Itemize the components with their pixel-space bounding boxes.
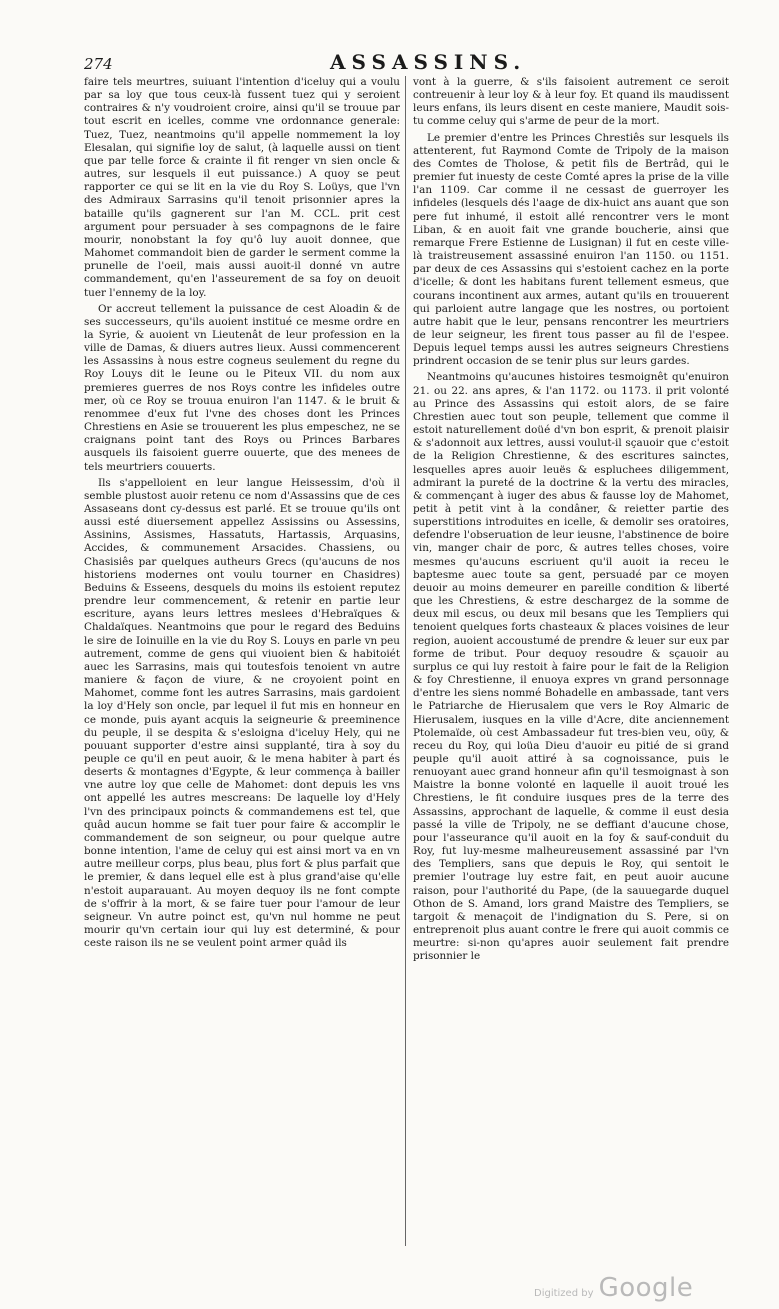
running-title: ASSASSINS.: [330, 50, 527, 74]
paragraph: faire tels meurtres, suiuant l'intention d'iceluy qui a voulu par sa loy que tous ceux-là fussent tuez qui y seroient contraires & n'y voudroient croire, ainsi qu'il se trouue par tout escrit en icelles, comme vne ordonnance generale: Tuez, Tuez, neantmoins qu'il appelle nommement la loy Elesalan, qui signifie loy de salut, (à laquelle aussi on tient que par telle force & crainte il fit renger vn sien oncle & autres, sur lesquels il eut puissance.) A quoy se peut rapporter ce qui se lit en la vie du Roy S. Loüys, que l'vn des Admiraux Sarrasins qu'il tenoit prisonnier apres la bataille qu'ils gagnerent sur l'an M. CCL. prit cest argument pour persuader à ses compagnons de le faire mourir, nonobstant la foy qu'ô luy auoit donnee, que Mahomet commandoit bien de garder le serment comme la prunelle de l'oeil, mais aussi auoit-il donné vn autre commandement, qu'en l'asseurement de sa foy on deuoit tuer l'ennemy de la loy.: [84, 76, 400, 299]
paragraph: vont à la guerre, & s'ils faisoient autrement ce seroit contreuenir à leur loy & à leur foy. Et quand ils maudissent leurs enfans, ils leurs disent en ceste maniere, Maudit sois-tu comme celuy qui s'arme de peur de la mort.: [413, 76, 729, 128]
page-number: 274: [84, 55, 113, 73]
watermark-brand: Google: [598, 1273, 694, 1303]
digitization-watermark: [534, 1273, 693, 1303]
paragraph: Le premier d'entre les Princes Chrestiês sur lesquels ils attenterent, fut Raymond Comte de Tripoly de la maison des Comtes de Tholose, & petit fils de Bertrâd, qui le premier fut inuesty de ceste Comté apres la prise de la ville l'an 1109. Car comme il ne cessast de guerroyer les infideles (lesquels dés l'aage de dix-huict ans auant que son pere fut inhumé, il estoit allé rencontrer vers le mont Liban, & en auoit fait vne grande boucherie, ainsi que remarque Frere Estienne de Lusignan) il fut en ceste ville-là traistreusement assassiné enuiron l'an 1150. ou 1151. par deux de ces Assassins qui s'estoient cachez en la porte d'icelle; & dont les habitans furent tellement esmeus, que courans incontinent aux armes, autant qu'ils en trouuerent qui parloient autre langage que les nostres, ou portoient autre habit que le leur, pensans rencontrer les meurtriers de leur seigneur, les firent tous passer au fil de l'espee. Depuis lequel temps aussi les autres seigneurs Chrestiens prindrent occasion de se tenir plus sur leurs gardes.: [413, 131, 729, 368]
column-divider: [405, 76, 406, 1246]
paragraph: Ils s'appelloient en leur langue Heissessim, d'où il semble plustost auoir retenu ce nom d'Assassins que de ces Assaseans dont cy-dessus est parlé. Et se trouue qu'ils ont aussi esté diuersement appellez Assissins ou Assessins, Assinins, Assismes, Hassatuts, Hartassis, Arquasins, Accides, & communement Arsacides. Chassiens, ou Chasisiês par quelques autheurs Grecs (qu'aucuns de nos historiens modernes ont voulu tourner en Chasidres) Beduins & Esseens, desquels du moins ils estoient reputez prendre leur commencement, & retenir en partie leur escriture, ayans leurs lettres meslees d'Hebraïques & Chaldaïques. Neantmoins que pour le regard des Beduins le sire de Ioinuille en la vie du Roy S. Louys en parle vn peu autrement, comme de gens qui viuoient bien & habitoiét auec les Sarrasins, mais qui toutesfois tenoient vn autre maniere & façon de viure, & ne croyoient point en Mahomet, comme font les autres Sarrasins, mais gardoient la loy d'Hely son oncle, par lequel il fut mis en honneur en ce monde, puis ayant acquis la seigneurie & preeminence du peuple, il se despita & s'esloigna d'iceluy Hely, qui ne pouuant supporter d'estre ainsi supplanté, tira à soy du peuple ce qu'il en peut auoir, & le mena habiter à part és deserts & montagnes d'Egypte, & leur commença à bailler vne autre loy que celle de Mahomet: dont depuis les vns ont appellé les autres mescreans: De laquelle loy d'Hely l'vn des principaux poincts & commandemens est tel, que quâd aucun homme se fait tuer pour faire & accomplir le commandement de son seigneur, ou pour quelque autre bonne intention, l'ame de celuy qui est ainsi mort va en vn autre meilleur corps, plus beau, plus fort & plus parfait que le premier, & dans lequel elle est à plus grand'aise qu'elle n'estoit auparauant. Au moyen dequoy ils ne font compte de s'offrir à la mort, & se faire tuer pour l'amour de leur seigneur. Vn autre poinct est, qu'vn nul homme ne peut mourir qu'vn certain iour qui luy est determiné, & pour ceste raison ils ne se veulent point armer quâd ils: [84, 476, 400, 950]
paragraph: Or accreut tellement la puissance de cest Aloadin & de ses successeurs, qu'ils auoient institué ce mesme ordre en la Syrie, & auoient vn Lieutenât de leur profession en la ville de Damas, & diuers autres lieux. Aussi commencerent les Assassins à nous estre cogneus seulement du regne du Roy Louys dit le Ieune ou le Piteux VII. du nom aux premieres guerres de nos Roys contre les infideles outre mer, où ce Roy se trouua enuiron l'an 1147. & le bruit & renommee d'eux fut l'vne des choses dont les Princes Chrestiens en Asie se trouuerent les plus empeschez, ne se craignans point tant des Roys ou Princes Barbares ausquels ils faisoient guerre ouuerte, que des menees de tels meurtriers couuerts.: [84, 302, 400, 473]
paragraph: Neantmoins qu'aucunes histoires tesmoignêt qu'enuiron 21. ou 22. ans apres, & l'an 1172. ou 1173. il prit volonté au Prince des Assassins qui estoit alors, de se faire Chrestien auec tout son peuple, tellement que comme il estoit naturellement doüé d'vn bon esprit, & prenoit plaisir & s'adonnoit aux lettres, aussi voulut-il sçauoir que c'estoit de la Religion Chrestienne, & des escritures sainctes, lesquelles apres auoir leuës & espluchees diligemment, admirant la pureté de la doctrine & la vertu des miracles, & commençant à iuger des abus & fausse loy de Mahomet, petit à petit vint à la condâner, & reietter partie des superstitions introduites en icelle, & demolir ses oratoires, defendre l'obseruation de leur ieusne, l'abstinence de boire vin, manger chair de porc, & autres telles choses, voire mesmes qu'aucuns escriuent qu'il auoit ia receu le baptesme auec toute sa gent, persuadé par ce moyen deuoir au moins demeurer en pareille condition & liberté que les Chrestiens, & estre deschargez de la somme de deux mil escus, ou deux mil besans que les Templiers qui tenoient quelques forts chasteaux & places voisines de leur region, auoient accoustumé de prendre & leuer sur eux par forme de tribut. Pour dequoy resoudre & sçauoir au surplus ce qui luy restoit à faire pour le fait de la Religion & foy Chrestienne, il enuoya expres vn grand personnage d'entre les siens nommé Bohadelle en ambassade, tant vers le Patriarche de Hierusalem que vers le Roy Almaric de Hierusalem, iusques en la ville d'Acre, dite anciennement Ptolemaïde, où cest Ambassadeur fut tres-bien veu, oüy, & receu du Roy, qui loüa Dieu d'auoir eu pitié de si grand peuple qu'il auoit attiré à sa cognoissance, puis le renuoyant auec grand honneur afin qu'il tesmoignast à son Maistre la bonne volonté en laquelle il auoit troué les Chrestiens, le fit conduire iusques pres de la terre des Assassins, approchant de laquelle, & comme il eust desia passé la ville de Tripoly, ne se deffiant d'aucune chose, pour l'asseurance qu'il auoit en la foy & sauf-conduit du Roy, fut luy-mesme malheureusement assassiné par l'vn des Templiers, sans que depuis le Roy, qui sentoit le premier l'outrage luy estre fait, en peut auoir aucune raison, pour l'authorité du Pape, (de la sauuegarde duquel Othon de S. Amand, lors grand Maistre des Templiers, se targoit & menaçoit de l'indignation du S. Pere, si on entreprenoit plus auant contre le frere qui auoit commis ce meurtre: si-non qu'apres auoir seulement fait prendre prisonnier le: [413, 371, 729, 963]
right-column: [413, 76, 729, 963]
left-column: [84, 76, 400, 950]
watermark-prefix: Digitized by: [534, 1288, 594, 1299]
